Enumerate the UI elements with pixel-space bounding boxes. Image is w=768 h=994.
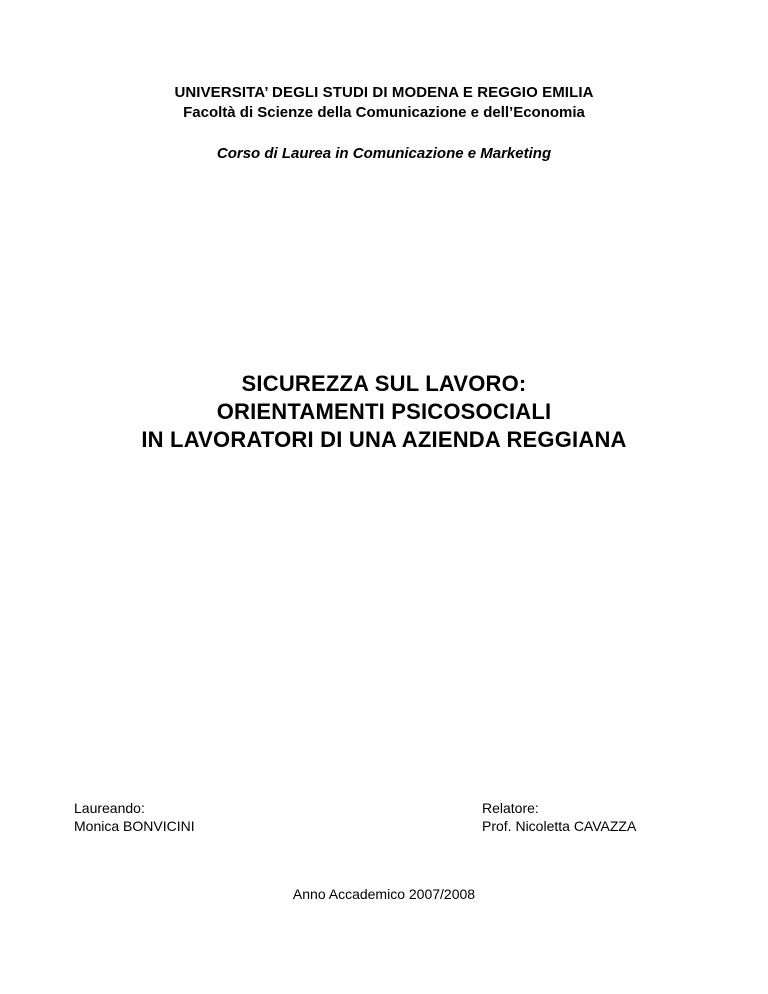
- faculty-name: Facoltà di Scienze della Comunicazione e dell’Economia: [183, 104, 585, 121]
- supervisor-name: Prof. Nicoletta CAVAZZA: [482, 818, 637, 834]
- candidate-block: [74, 799, 195, 835]
- thesis-title-line-2: ORIENTAMENTI PSICOSOCIALI: [216, 399, 552, 424]
- candidate-label: Laureando:: [74, 800, 145, 816]
- candidate-name: Monica BONVICINI: [74, 818, 195, 834]
- thesis-title-line-3: IN LAVORATORI DI UNA AZIENDA REGGIANA: [141, 427, 627, 452]
- supervisor-block: [482, 799, 636, 835]
- supervisor-label: Relatore:: [482, 800, 539, 816]
- university-name: UNIVERSITA’ DEGLI STUDI DI MODENA E REGGIO EMILIA: [174, 84, 594, 101]
- thesis-title-line-1: SICUREZZA SUL LAVORO:: [241, 371, 527, 396]
- course-name: Corso di Laurea in Comunicazione e Marketing: [216, 145, 552, 162]
- academic-year: Anno Accademico 2007/2008: [292, 886, 476, 902]
